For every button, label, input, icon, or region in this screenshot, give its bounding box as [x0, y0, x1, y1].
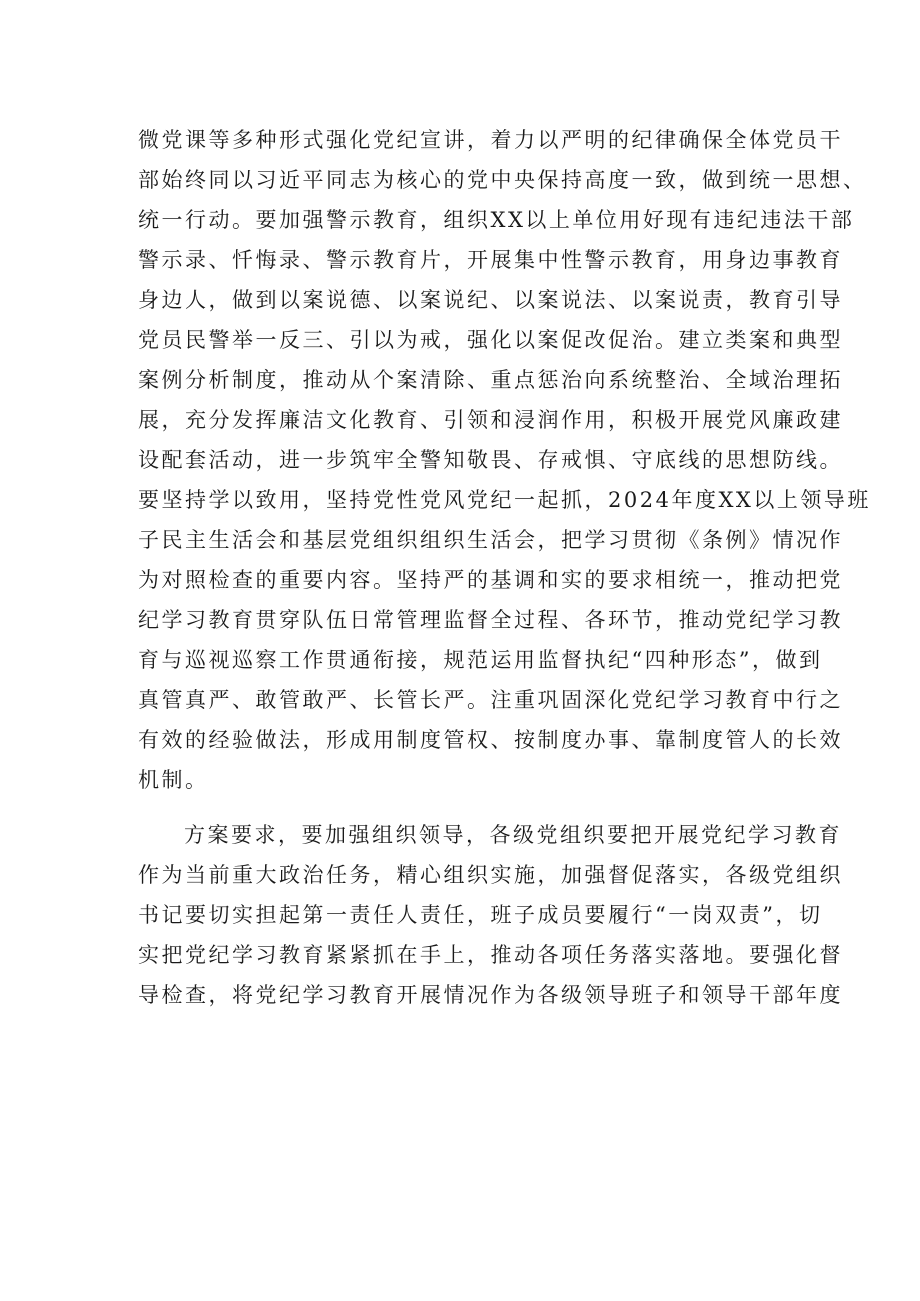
text-line: 有效的经验做法，形成用制度管权、按制度办事、靠制度管人的长效 — [138, 728, 843, 752]
text-line: 展，充分发挥廉洁文化教育、引领和浸润作用，积极开展党风廉政建 — [138, 408, 843, 432]
document-body — [138, 120, 871, 1015]
text-line: 导检查，将党纪学习教育开展情况作为各级领导班子和领导干部年度 — [138, 983, 843, 1007]
paragraph-1 — [138, 120, 871, 800]
text-line: 部始终同以习近平同志为核心的党中央保持高度一致，做到统一思想、 — [138, 168, 867, 192]
text-line: 身边人，做到以案说德、以案说纪、以案说法、以案说责，教育引导 — [138, 288, 843, 312]
text-line: 警示录、忏悔录、警示教育片，开展集中性警示教育，用身边事教育 — [138, 248, 843, 272]
text-line: 设配套活动，进一步筑牢全警知敬畏、存戒惧、守底线的思想防线。 — [138, 448, 843, 472]
text-line: 为对照检查的重要内容。坚持严的基调和实的要求相统一，推动把党 — [138, 568, 843, 592]
text-line: 案例分析制度，推动从个案清除、重点惩治向系统整治、全域治理拓 — [138, 368, 843, 392]
paragraph-2 — [138, 815, 843, 1015]
text-line: 子民主生活会和基层党组织组织生活会，把学习贯彻《条例》情况作 — [138, 528, 843, 552]
text-line: 统一行动。要加强警示教育，组织XX以上单位用好现有违纪违法干部 — [138, 208, 855, 232]
text-line: 育与巡视巡察工作贯通衔接，规范运用监督执纪“四种形态”，做到 — [138, 648, 823, 672]
text-line: 党员民警举一反三、引以为戒，强化以案促改促治。建立类案和典型 — [138, 328, 843, 352]
text-line: 机制。 — [138, 768, 209, 792]
text-line: 书记要切实担起第一责任人责任，班子成员要履行“一岗双责”，切 — [138, 903, 823, 927]
text-line: 作为当前重大政治任务，精心组织实施，加强督促落实，各级党组织 — [138, 863, 843, 887]
text-line: 微党课等多种形式强化党纪宣讲，着力以严明的纪律确保全体党员干 — [138, 128, 843, 152]
text-line: 实把党纪学习教育紧紧抓在手上，推动各项任务落实落地。要强化督 — [138, 943, 843, 967]
text-line: 真管真严、敢管敢严、长管长严。注重巩固深化党纪学习教育中行之 — [138, 688, 843, 712]
text-line: 方案要求，要加强组织领导，各级党组织要把开展党纪学习教育 — [184, 823, 842, 847]
text-line: 纪学习教育贯穿队伍日常管理监督全过程、各环节，推动党纪学习教 — [138, 608, 843, 632]
text-line: 要坚持学以致用，坚持党性党风党纪一起抓，2024年度XX以上领导班 — [138, 488, 871, 512]
